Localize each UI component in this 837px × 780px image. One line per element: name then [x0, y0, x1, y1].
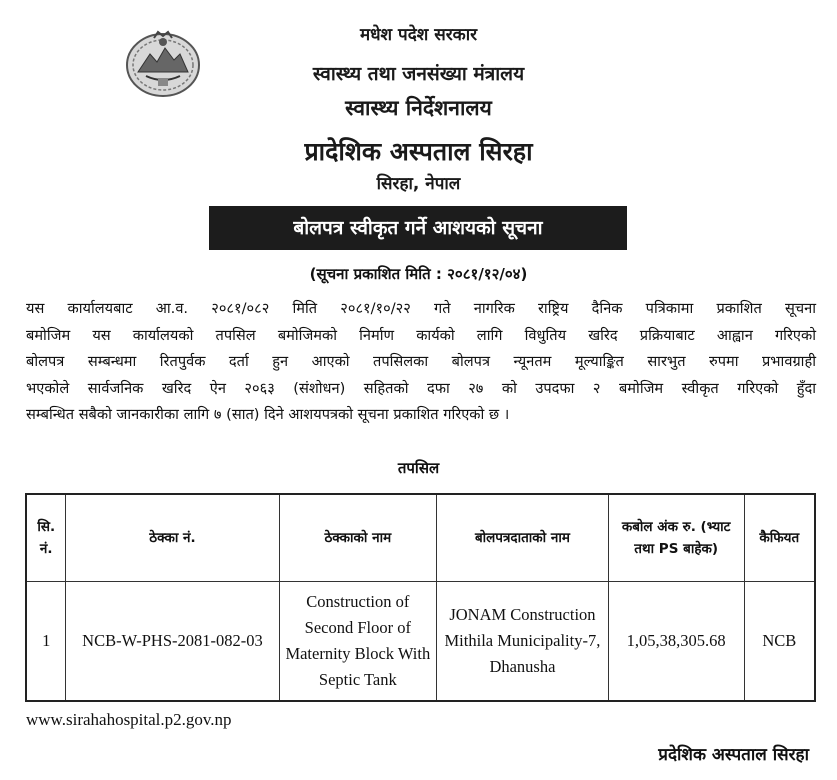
- table-heading: तपसिल: [397, 459, 440, 477]
- col-header-contract-name: ठेक्काको नाम: [279, 494, 437, 582]
- col-header-bidder: बोलपत्रदाताको नाम: [437, 494, 609, 582]
- body-line: बमोजिम यस कार्यालयको तपसिल बमोजिमको निर्माण कार्यको लागि विधुतिय खरिद प्रक्रियाबाट आह्वान गरिएको: [26, 326, 816, 344]
- cell-contract-no: NCB-W-PHS-2081-082-03: [66, 582, 279, 702]
- cell-bidder: JONAM Construction Mithila Municipality-7, Dhanusha: [437, 582, 609, 702]
- website-link[interactable]: www.sirahahospital.p2.gov.np: [26, 710, 232, 729]
- body-line: सम्बन्धित सबैको जानकारीका लागि ७ (सात) दिने आशयपत्रको सूचना प्रकाशित गरिएको छ ।: [26, 406, 510, 424]
- published-date: (सूचना प्रकाशित मिति : २०८१/१२/०४): [309, 265, 528, 283]
- footer-signature: प्रदेशिक अस्पताल सिरहा: [658, 745, 809, 765]
- body-line: यस कार्यालयबाट आ.व. २०८१/०८२ मिति २०८१/१०/२२ गते नागरिक राष्ट्रिय दैनिक पत्रिकामा प्रकाशित सूचना: [26, 300, 816, 317]
- notice-body: [26, 296, 816, 429]
- cell-contract-name: Construction of Second Floor of Maternity Block With Septic Tank: [279, 582, 437, 702]
- body-line: भएकोले सार्वजनिक खरिद ऐन २०६३ (संशोधन) सहितको दफा २७ को उपदफा २ बमोजिम स्वीकृत गरिएको हुँदा: [26, 379, 816, 397]
- header-province: मधेश पदेश सरकार: [359, 25, 478, 45]
- header-hospital: प्रादेशिक अस्पताल सिरहा: [304, 137, 533, 166]
- col-header-remarks: कैफियत: [744, 494, 815, 582]
- cell-amount: 1,05,38,305.68: [608, 582, 744, 702]
- body-line: बोलपत्र सम्बन्धमा रितपुर्वक दर्ता हुन आएको तपसिलका बोलपत्र न्यूनतम मूल्याङ्कित सारभुत रुपमा प्रभावग्राही: [26, 353, 816, 371]
- col-header-contract-no: ठेक्का नं.: [66, 494, 279, 582]
- header-directorate: स्वास्थ्य निर्देशनालय: [345, 96, 492, 120]
- header-ministry: स्वास्थ्य तथा जनसंख्या मंत्रालय: [312, 63, 525, 85]
- table-header-row: [26, 494, 815, 582]
- cell-sn: 1: [26, 582, 66, 702]
- col-header-amount: कबोल अंक रु. (भ्याट तथा PS बाहेक): [608, 494, 744, 582]
- bid-table: [25, 493, 816, 702]
- notice-title-banner: बोलपत्र स्वीकृत गर्ने आशयको सूचना: [209, 206, 627, 250]
- cell-remarks: NCB: [744, 582, 815, 702]
- table-row: [26, 582, 815, 702]
- col-header-sn: सि. नं.: [26, 494, 66, 582]
- header-location: सिरहा, नेपाल: [376, 174, 461, 194]
